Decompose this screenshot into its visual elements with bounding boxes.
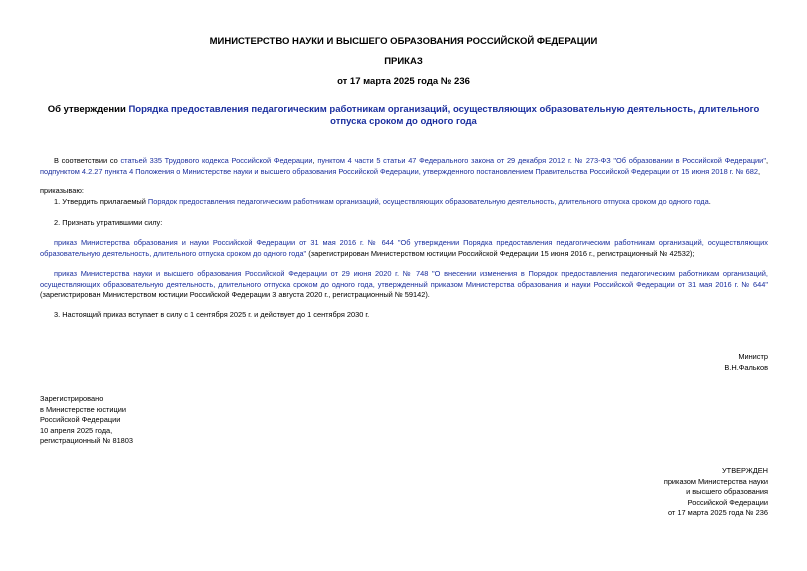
ministry-heading: МИНИСТЕРСТВО НАУКИ И ВЫСШЕГО ОБРАЗОВАНИЯ РОССИЙСКОЙ ФЕДЕРАЦИИ <box>209 36 598 47</box>
preamble-link-regulation[interactable]: подпунктом 4.2.27 пункта 4 Положения о Министерстве науки и высшего образования Российской Федерации, утвержденного постановлением Правительства Российской Федерации от 15 июня 2018 г. № 682 <box>40 166 758 176</box>
approval-line-5: от 17 марта 2025 года № 236 <box>667 508 768 517</box>
approval-line-1: УТВЕРЖДЕН <box>721 466 768 475</box>
repealed-order-1 <box>40 238 768 259</box>
repealed-order-2-link[interactable]: приказ Министерства науки и высшего образования Российской Федерации от 29 июня 2020 г. № 748 "О внесении изменения в Порядок предоставления педагогическим работникам организаций, осуществляющих образовательную деятельность, длительного отпуска сроком до одного года, утвержденный приказом Министерства образования и науки Российской Федерации от 31 мая 2016 г. № 644" <box>40 269 768 289</box>
registration-block <box>40 394 133 447</box>
title-link[interactable]: Порядка предоставления педагогическим работникам организаций, осуществляющих образовательную деятельность, длительного отпуска сроком до одного года <box>128 104 760 127</box>
repealed-order-1-text: (зарегистрирован Министерством юстиции Российской Федерации 15 июня 2016 г., регистрационный № 42532); <box>306 248 695 258</box>
item-2: 2. Признать утратившими силу: <box>54 218 163 227</box>
preamble-text-2: , <box>312 156 318 165</box>
signature-name: В.Н.Фальков <box>724 362 768 372</box>
item-1 <box>40 197 768 208</box>
item-1-link[interactable]: Порядок предоставления педагогическим работникам организаций, осуществляющих образовательную деятельность, длительного отпуска сроком до одного года <box>147 197 709 206</box>
title-prefix: Об утверждении <box>47 104 129 115</box>
registration-line-2: в Министерстве юстиции <box>40 404 127 414</box>
registration-line-3: Российской Федерации <box>40 415 121 424</box>
item-1-end: . <box>708 197 711 206</box>
preamble-text-1: В соответствии со <box>54 156 121 165</box>
item-3: 3. Настоящий приказ вступает в силу с 1 сентября 2025 г. и действует до 1 сентября 2030 г. <box>54 310 370 319</box>
preamble-text-4: , <box>757 166 761 176</box>
registration-line-4: 10 апреля 2025 года, <box>40 425 113 435</box>
approval-line-3: и высшего образования <box>686 487 768 496</box>
document-date-number: от 17 марта 2025 года № 236 <box>337 76 470 87</box>
registration-line-1: Зарегистрировано <box>40 394 104 403</box>
orders-word: приказываю: <box>40 186 84 195</box>
registration-line-5: регистрационный № 81803 <box>40 436 134 445</box>
document-type: ПРИКАЗ <box>384 56 423 67</box>
approval-line-4: Российской Федерации <box>687 497 768 507</box>
preamble-text-3: , <box>765 156 768 165</box>
approval-block <box>664 466 768 519</box>
preamble-paragraph <box>40 156 768 177</box>
item-1-text: 1. Утвердить прилагаемый <box>54 197 148 206</box>
document-title <box>40 104 767 128</box>
repealed-order-2-text: (зарегистрирован Министерством юстиции Российской Федерации 3 августа 2020 г., регистрационный № 59142). <box>40 290 430 299</box>
approval-line-2: приказом Министерства науки <box>663 476 768 486</box>
repealed-order-1-link[interactable]: приказ Министерства образования и науки Российской Федерации от 31 мая 2016 г. № 644 "Об утверждении Порядка предоставления педагогическим работникам организаций, осуществляющих образовательную деятельность, длительного отпуска сроком до одного года" <box>40 238 768 258</box>
signature-block <box>724 352 768 373</box>
preamble-link-labor-code[interactable]: статьей 335 Трудового кодекса Российской Федерации <box>120 156 313 165</box>
repealed-order-2 <box>40 269 768 301</box>
preamble-link-education-law[interactable]: пунктом 4 части 5 статьи 47 Федерального закона от 29 декабря 2012 г. № 273-ФЗ "Об образовании в Российской Федерации" <box>317 156 766 165</box>
signature-position: Министр <box>738 352 768 361</box>
